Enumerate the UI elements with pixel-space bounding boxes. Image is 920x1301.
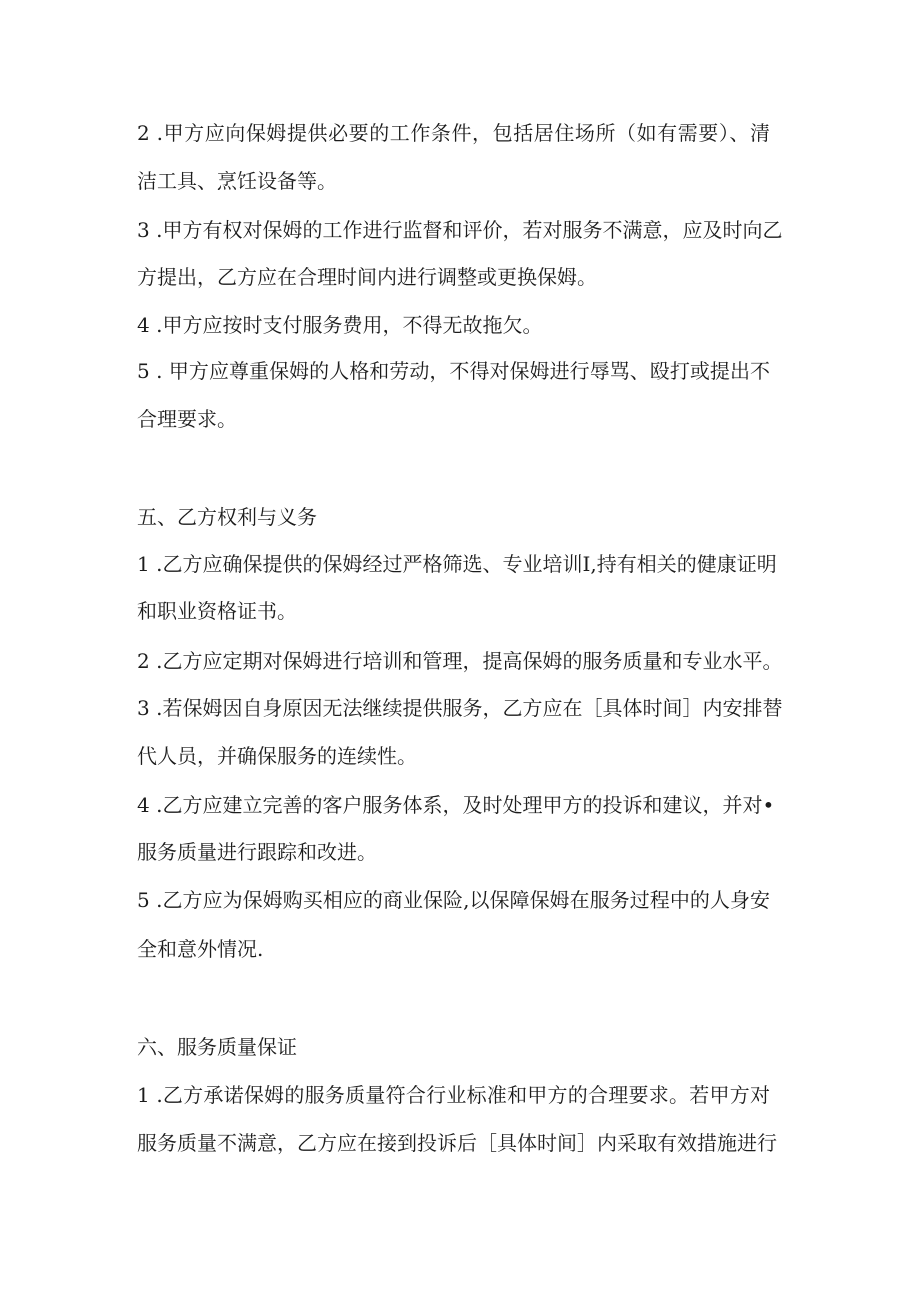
section-heading: 五、乙方权利与义务 (137, 505, 317, 529)
clause-line: 3 .甲方有权对保姆的工作进行监督和评价，若对服务不满意，应及时向乙 (137, 218, 783, 242)
clause-line: 服务质量不满意，乙方应在接到投诉后［具体时间］内采取有效措施进行 (137, 1131, 777, 1155)
clause-line: 洁工具、烹饪设备等。 (137, 169, 337, 193)
clause-line: 4 .甲方应按时支付服务费用，不得无故拖欠。 (137, 313, 543, 337)
clause-line: 1 .乙方应确保提供的保姆经过严格筛选、专业培训I,持有相关的健康证明 (137, 552, 777, 576)
clause-line: 4 .乙方应建立完善的客户服务体系，及时处理甲方的投诉和建议，并对• (137, 793, 775, 817)
clause-line: 3 .若保姆因自身原因无法继续提供服务，乙方应在［具体时间］内安排替 (137, 696, 783, 720)
section-heading: 六、服务质量保证 (137, 1035, 297, 1059)
clause-line: 1 .乙方承诺保姆的服务质量符合行业标准和甲方的合理要求。若甲方对 (137, 1083, 770, 1107)
clause-line: 2 .甲方应向保姆提供必要的工作条件，包括居住场所（如有需要）、清 (137, 121, 770, 145)
clause-line: 服务质量进行跟踪和改进。 (137, 840, 377, 864)
clause-line: 方提出，乙方应在合理时间内进行调整或更换保姆。 (137, 265, 597, 289)
clause-line: 全和意外情况. (137, 937, 264, 961)
clause-line: 合理要求。 (137, 407, 237, 431)
clause-line: 5 . 甲方应尊重保姆的人格和劳动，不得对保姆进行辱骂、殴打或提出不 (137, 359, 770, 383)
clause-line: 5 .乙方应为保姆购买相应的商业保险,以保障保姆在服务过程中的人身安 (137, 888, 770, 912)
clause-line: 和职业资格证书。 (137, 599, 297, 623)
clause-line: 2 .乙方应定期对保姆进行培训和管理，提高保姆的服务质量和专业水平。 (137, 649, 783, 673)
clause-line: 代人员，并确保服务的连续性。 (137, 744, 417, 768)
